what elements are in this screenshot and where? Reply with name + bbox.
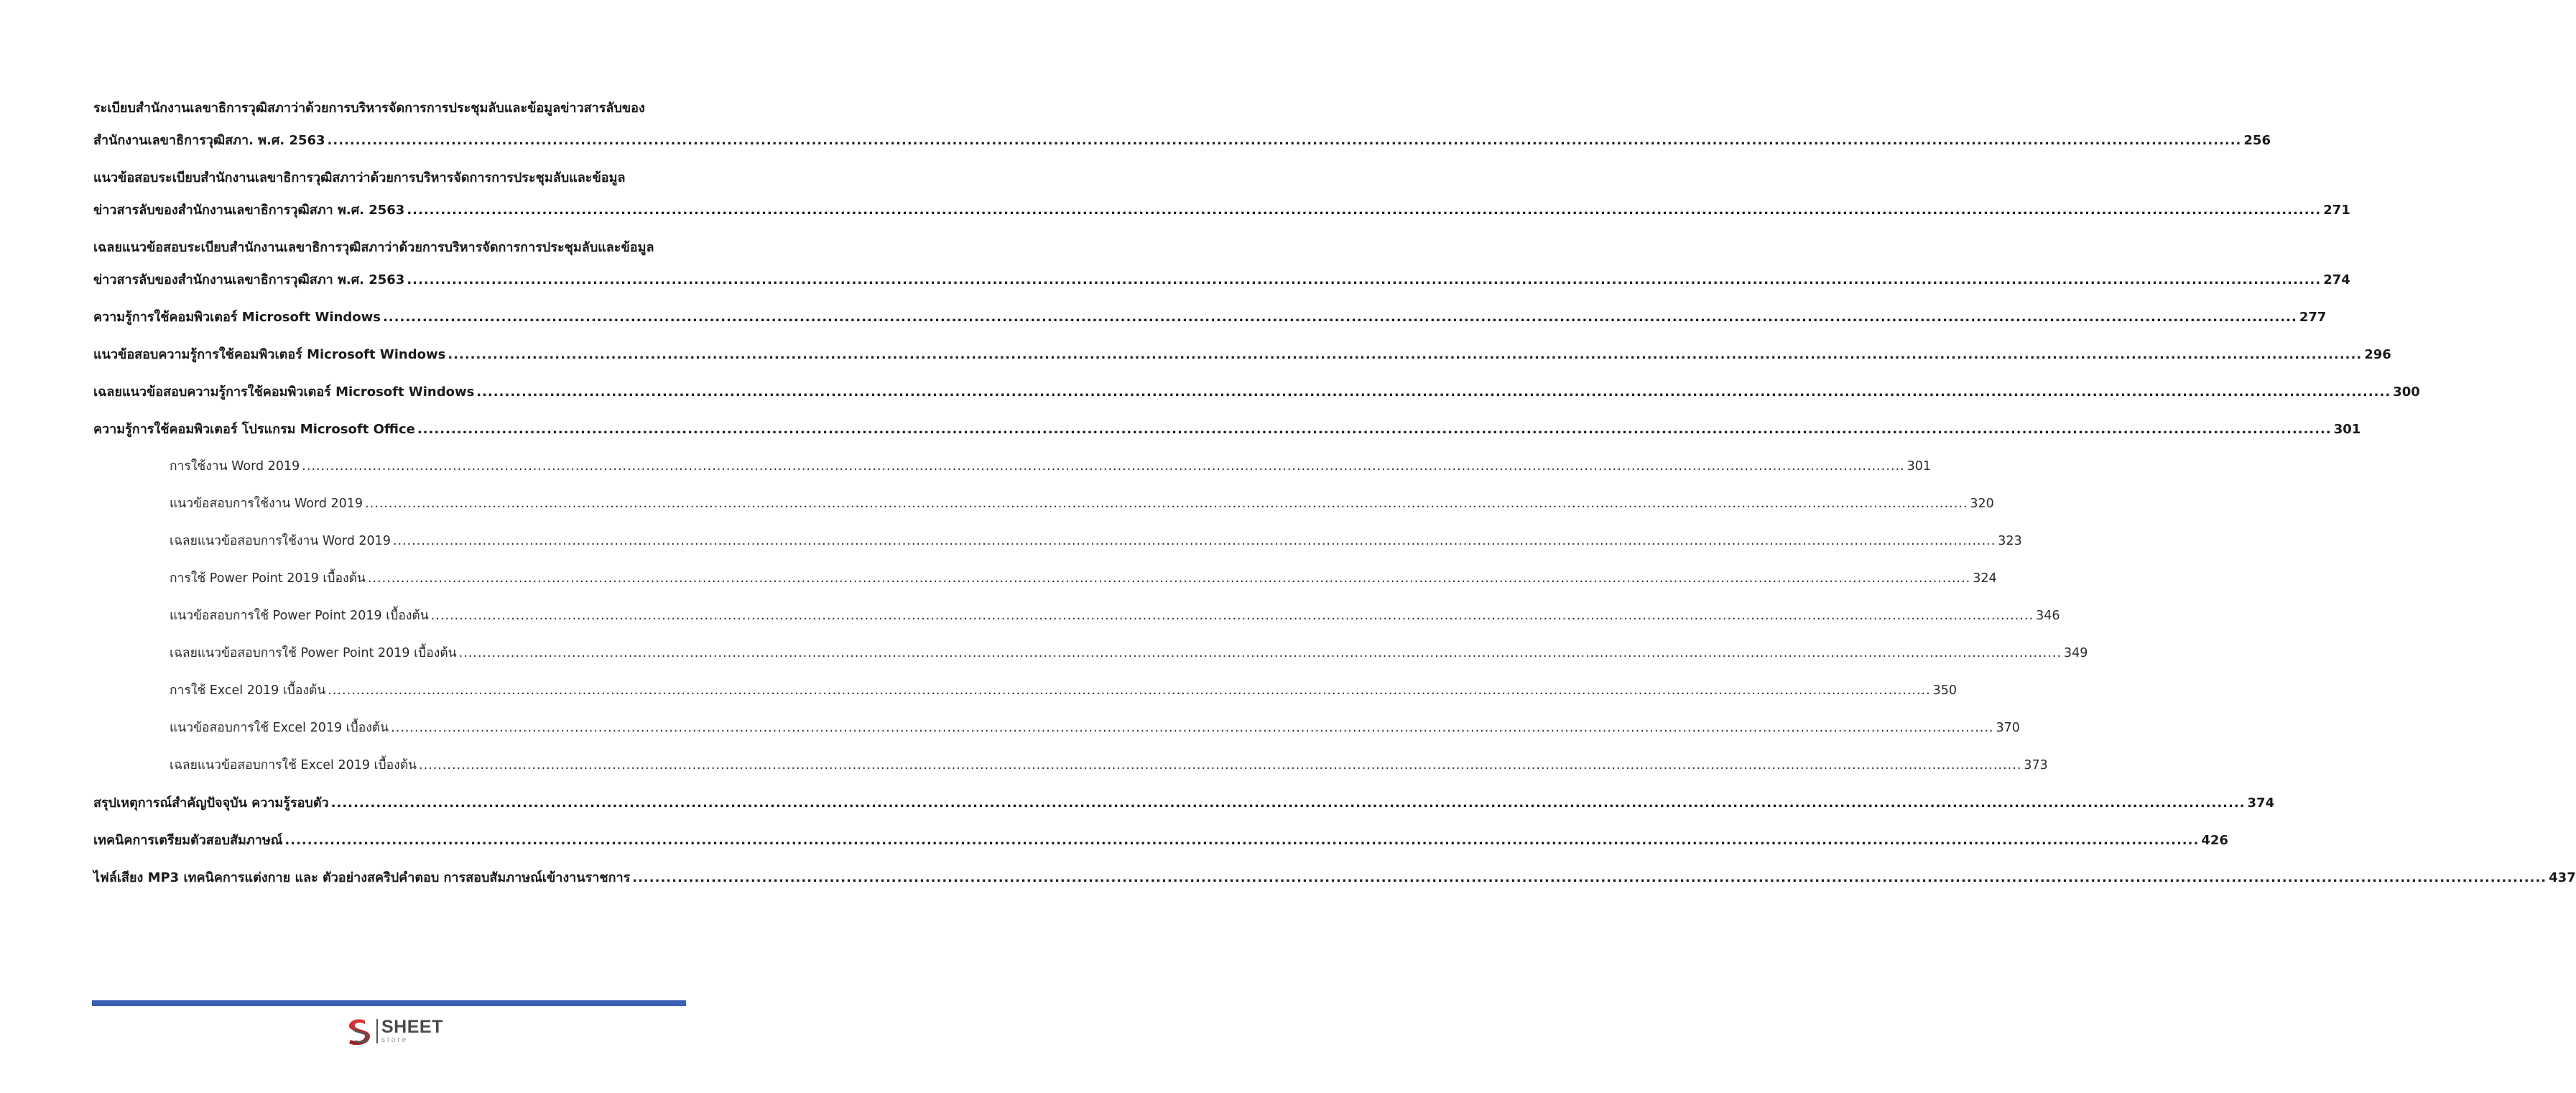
toc-entry-title: เฉลยแนวข้อสอบการใช้ Excel 2019 เบื้องต้น — [170, 758, 417, 773]
toc-entry-row — [93, 413, 2361, 446]
dot-leader — [459, 637, 2062, 670]
toc-entry-row — [93, 824, 2228, 857]
toc-entry-row — [93, 451, 1931, 483]
toc-page-number: 324 — [1973, 571, 1997, 586]
dot-leader — [632, 862, 2547, 894]
toc-page-number: 323 — [1998, 534, 2022, 548]
dot-leader — [419, 750, 2021, 782]
toc-page-number: 277 — [2299, 310, 2327, 325]
logo-wordmark — [381, 1018, 443, 1044]
toc-entry-title: แนวข้อสอบการใช้ Excel 2019 เบื้องต้น — [170, 721, 389, 735]
toc-entry[interactable] — [93, 231, 2350, 296]
toc-entry-title: การใช้ Power Point 2019 เบื้องต้น — [170, 571, 366, 586]
toc-page-number: 300 — [2393, 384, 2420, 400]
toc-entry-title: การใช้งาน Word 2019 — [170, 459, 300, 474]
toc-page-number: 373 — [2024, 758, 2048, 773]
toc-page-number: 426 — [2201, 833, 2228, 848]
toc-entry-title: ความรู้การใช้คอมพิวเตอร์ Microsoft Windows — [93, 310, 381, 325]
toc-entry-title: เฉลยแนวข้อสอบการใช้ Power Point 2019 เบื้องต้น — [170, 646, 457, 660]
toc-entry-row — [93, 301, 2327, 333]
toc-page-number: 374 — [2247, 795, 2275, 811]
toc-entry-row — [93, 376, 2420, 408]
toc-entry-row — [93, 712, 2020, 744]
toc-entry-title: ข่าวสารลับของสำนักงานเลขาธิการวุฒิสภา พ.ศ. 2563 — [93, 272, 405, 287]
toc-entry[interactable] — [93, 451, 1931, 483]
dot-leader — [407, 194, 2321, 226]
toc-page-number: 296 — [2364, 347, 2391, 362]
toc-page-number: 370 — [1996, 721, 2020, 735]
toc-entry[interactable] — [93, 413, 2361, 446]
toc-entry[interactable] — [93, 92, 2271, 157]
toc-entry[interactable] — [93, 862, 2576, 894]
toc-entry[interactable] — [93, 376, 2420, 408]
toc-entry[interactable] — [93, 824, 2228, 857]
toc-entry-title: แนวข้อสอบความรู้การใช้คอมพิวเตอร์ Microsoft Windows — [93, 347, 446, 362]
toc-entry-row — [93, 600, 2060, 632]
logo-subtext: store — [381, 1036, 409, 1044]
dot-leader — [302, 451, 1904, 483]
toc-entry-row — [93, 787, 2275, 819]
toc-entry-row — [93, 525, 2022, 558]
dot-leader — [284, 824, 2199, 857]
toc-entry[interactable] — [93, 563, 1997, 595]
toc-page-number: 437 — [2549, 870, 2576, 885]
toc-entry-title: เฉลยแนวข้อสอบความรู้การใช้คอมพิวเตอร์ Microsoft Windows — [93, 384, 475, 400]
toc-entry[interactable] — [93, 488, 1994, 520]
toc-entry[interactable] — [93, 787, 2275, 819]
toc-entry-title: การใช้ Excel 2019 เบื้องต้น — [170, 683, 326, 698]
toc-page-number: 301 — [1906, 459, 1931, 474]
toc-entry[interactable] — [93, 301, 2327, 333]
toc-entry-row — [93, 124, 2271, 157]
toc-entry[interactable] — [93, 162, 2350, 226]
dot-leader — [328, 124, 2242, 157]
toc-entry-row — [93, 637, 2088, 670]
toc-entry-row — [93, 675, 1958, 707]
toc-entry-title: สำนักงานเลขาธิการวุฒิสภา. พ.ศ. 2563 — [93, 133, 325, 148]
toc-entry[interactable] — [93, 600, 2060, 632]
toc-entry[interactable] — [93, 675, 1958, 707]
dot-leader — [391, 712, 1993, 744]
dot-leader — [417, 413, 2332, 446]
logo-divider — [376, 1019, 378, 1043]
dot-leader — [407, 264, 2321, 296]
toc-entry-row — [93, 338, 2391, 371]
table-of-contents — [93, 92, 2576, 899]
logo-text: SHEET — [381, 1017, 443, 1037]
toc-page-number: 350 — [1932, 683, 1958, 698]
toc-entry[interactable] — [93, 750, 2048, 782]
toc-entry-row — [93, 862, 2576, 894]
toc-entry-title: เทคนิคการเตรียมตัวสอบสัมภาษณ์ — [93, 833, 283, 848]
toc-entry-title-line: ระเบียบสำนักงานเลขาธิการวุฒิสภาว่าด้วยการบริหารจัดการการประชุมลับและข้อมูลข่าวสารลับของ — [93, 101, 645, 116]
toc-entry-title: แนวข้อสอบการใช้งาน Word 2019 — [170, 497, 363, 511]
sheet-store-s-icon — [343, 1016, 374, 1046]
dot-leader — [365, 488, 1968, 520]
toc-entry-title: ความรู้การใช้คอมพิวเตอร์ โปรแกรม Microsoft Office — [93, 422, 415, 437]
toc-page-number: 271 — [2323, 203, 2350, 218]
dot-leader — [368, 563, 1970, 595]
toc-page-number: 274 — [2323, 272, 2350, 287]
toc-entry-row — [93, 750, 2048, 782]
toc-entry-title-line: แนวข้อสอบระเบียบสำนักงานเลขาธิการวุฒิสภาว่าด้วยการบริหารจัดการการประชุมลับและข้อมูล — [93, 170, 626, 185]
toc-entry-title: สรุปเหตุการณ์สำคัญปัจจุบัน ความรู้รอบตัว — [93, 795, 329, 811]
toc-entry[interactable] — [93, 637, 2088, 670]
dot-leader — [331, 787, 2246, 819]
toc-entry[interactable] — [93, 338, 2391, 371]
dot-leader — [476, 376, 2391, 408]
dot-leader — [448, 338, 2362, 371]
footer-rule — [92, 1000, 686, 1006]
toc-entry-row — [93, 194, 2350, 226]
toc-entry-title: ข่าวสารลับของสำนักงานเลขาธิการวุฒิสภา พ.ศ. 2563 — [93, 203, 405, 218]
toc-entry-row — [93, 563, 1997, 595]
dot-leader — [393, 525, 1996, 558]
dot-leader — [328, 675, 1930, 707]
toc-entry-title-line: เฉลยแนวข้อสอบระเบียบสำนักงานเลขาธิการวุฒิสภาว่าด้วยการบริหารจัดการการประชุมลับและข้อมูล — [93, 240, 654, 255]
toc-entry-title: แนวข้อสอบการใช้ Power Point 2019 เบื้องต้น — [170, 609, 429, 623]
toc-page-number: 320 — [1970, 497, 1994, 511]
dot-leader — [431, 600, 2034, 632]
toc-page-number: 256 — [2243, 133, 2271, 148]
toc-entry[interactable] — [93, 525, 2022, 558]
toc-page-number: 301 — [2333, 422, 2361, 437]
toc-entry-row — [93, 264, 2350, 296]
toc-entry[interactable] — [93, 712, 2020, 744]
sheet-store-logo — [343, 1015, 443, 1048]
dot-leader — [383, 301, 2297, 333]
toc-entry-title: เฉลยแนวข้อสอบการใช้งาน Word 2019 — [170, 534, 391, 548]
toc-page-number: 349 — [2063, 646, 2088, 660]
toc-page-number: 346 — [2036, 609, 2060, 623]
toc-entry-row — [93, 488, 1994, 520]
toc-entry-title: ไฟล์เสียง MP3 เทคนิคการแต่งกาย และ ตัวอย่างสคริปคำตอบ การสอบสัมภาษณ์เข้างานราชการ — [93, 870, 631, 885]
